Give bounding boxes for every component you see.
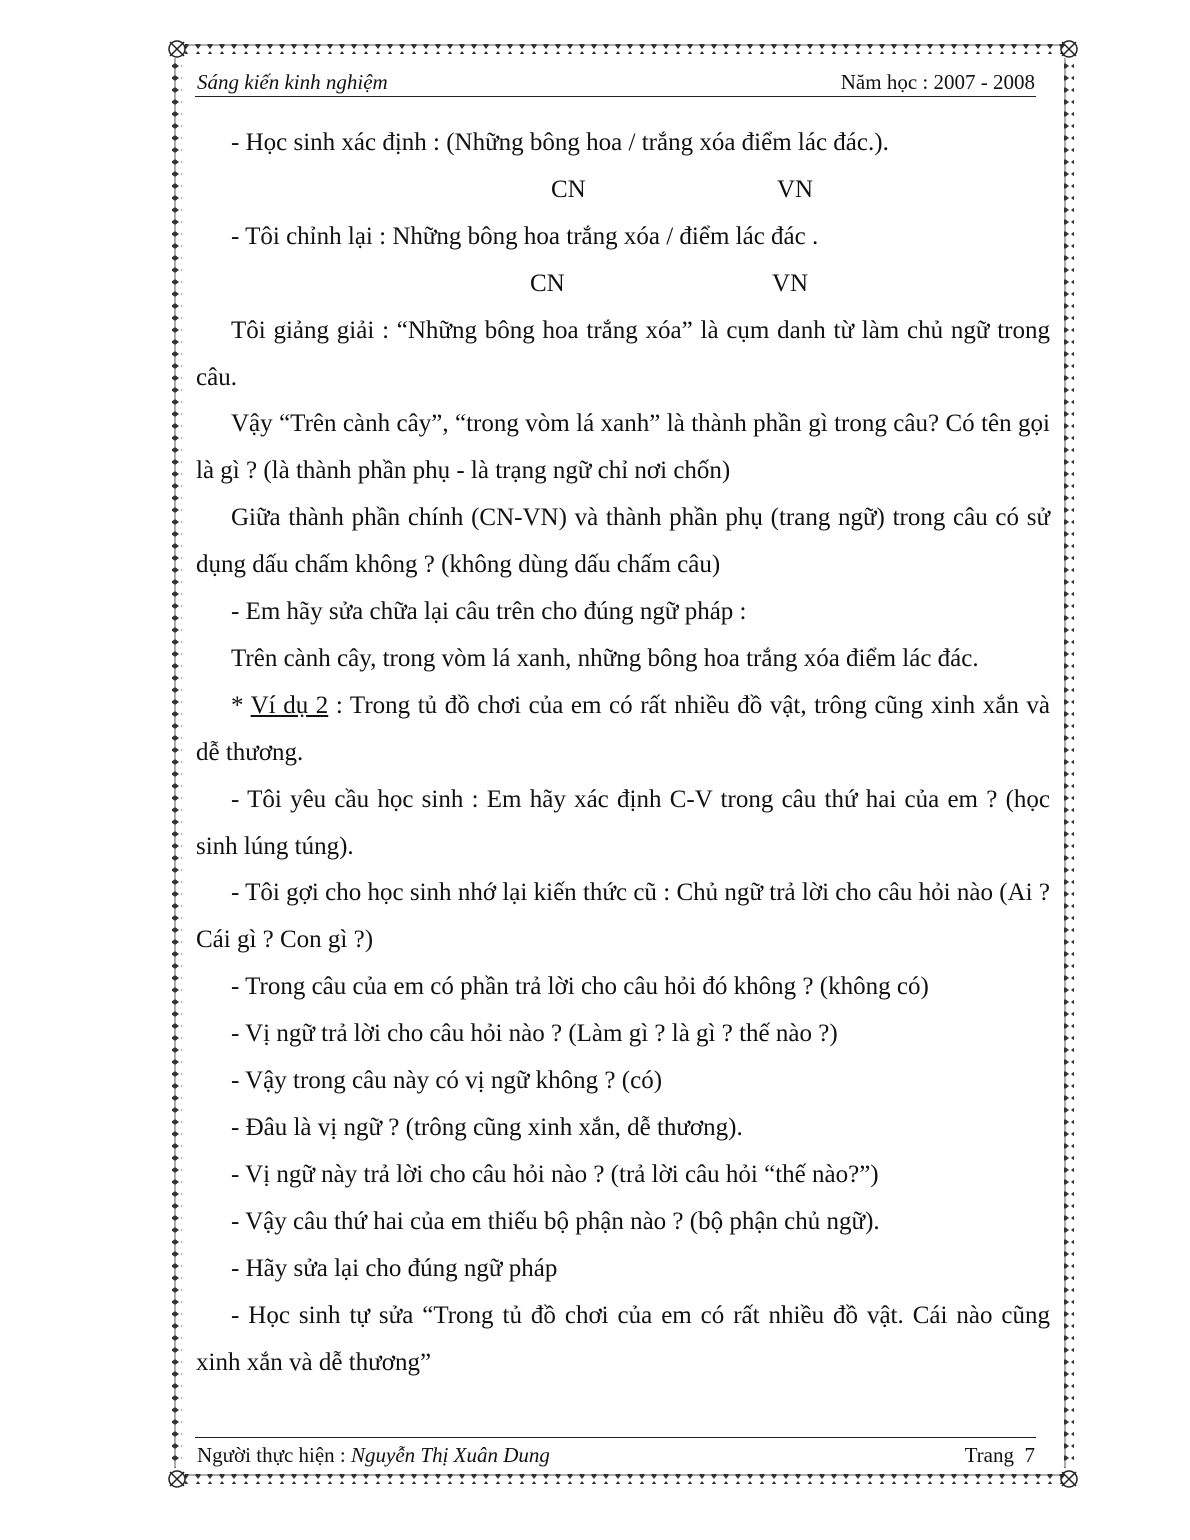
paragraph: - Đâu là vị ngữ ? (trông cũng xinh xắn, dễ thương). [231,1114,743,1141]
vn-label: VN [772,269,809,297]
paragraph: Trên cành cây, trong vòm lá xanh, những bông hoa trắng xóa điểm lác đác. [231,644,979,672]
cn-vn-labels [196,261,1050,308]
footer-author-name: Nguyễn Thị Xuân Dung [351,1443,550,1467]
paragraph: - Vậy trong câu này có vị ngữ không ? (có) [231,1067,663,1095]
cn-label: CN [530,269,565,297]
example-text: : Trong tủ đồ chơi của em có rất nhiều đồ vật, trông cũng xinh xắn và dễ thương. [196,691,1050,766]
paragraph: - Tôi chỉnh lại : Những bông hoa trắng xóa / điểm lác đác . [231,222,819,250]
paragraph: - Học sinh xác định : (Những bông hoa / trắng xóa điểm lác đác.). [231,129,889,156]
paragraph: - Trong câu của em có phần trả lời cho câu hỏi đó không ? (không có) [231,973,929,1001]
header-rule [195,96,1036,97]
paragraph: Vậy “Trên cành cây”, “trong vòm lá xanh” là thành phần gì trong câu? Có tên gọi là gì ? (là thành phần phụ - là trạng ngữ chỉ nơi chốn) [196,410,1050,485]
page-content [196,120,1050,1386]
corner-ornament-icon [169,41,185,57]
paragraph: - Vậy câu thứ hai của em thiếu bộ phận nào ? (bộ phận chủ ngữ). [231,1207,880,1235]
cn-label: CN [551,175,586,203]
paragraph-example-2 [196,683,1050,777]
paragraph: - Hãy sửa lại cho đúng ngữ pháp [231,1254,558,1282]
cn-vn-labels [196,167,1050,214]
paragraph: - Vị ngữ trả lời cho câu hỏi nào ? (Làm gì ? là gì ? thế nào ?) [231,1020,838,1048]
header-school-year: Năm học : 2007 - 2008 [840,70,1035,94]
paragraph: Tôi giảng giải : “Những bông hoa trắng xóa” là cụm danh từ làm chủ ngữ trong câu. [196,316,1050,391]
vn-label: VN [777,175,814,203]
header-title: Sáng kiến kinh nghiệm [197,70,388,94]
paragraph: - Em hãy sửa chữa lại câu trên cho đúng ngữ pháp : [231,598,747,626]
corner-ornament-icon [169,1471,185,1487]
footer-author-label: Người thực hiện : [197,1443,352,1467]
paragraph: - Tôi yêu cầu học sinh : Em hãy xác định C-V trong câu thứ hai của em ? (học sinh lúng túng). [196,785,1050,860]
paragraph: - Tôi gợi cho học sinh nhớ lại kiến thức cũ : Chủ ngữ trả lời cho câu hỏi nào (Ai ? Cái gì ? Con gì ?) [196,879,1050,954]
paragraph: - Học sinh tự sửa “Trong tủ đồ chơi của em có rất nhiều đồ vật. Cái nào cũng xinh xắn và dễ thương” [196,1301,1050,1376]
example-label: Ví dụ 2 [250,691,329,719]
paragraph: - Vị ngữ này trả lời cho câu hỏi nào ? (trả lời câu hỏi “thế nào?”) [231,1160,879,1188]
bullet-star: * [231,691,251,719]
paragraph: Giữa thành phần chính (CN-VN) và thành phần phụ (trang ngữ) trong câu có sử dụng dấu chấm không ? (không dùng dấu chấm câu) [196,504,1050,579]
footer-page-number: Trang 7 [964,1443,1035,1467]
footer-rule [195,1437,1036,1438]
footer-author [197,1443,550,1468]
